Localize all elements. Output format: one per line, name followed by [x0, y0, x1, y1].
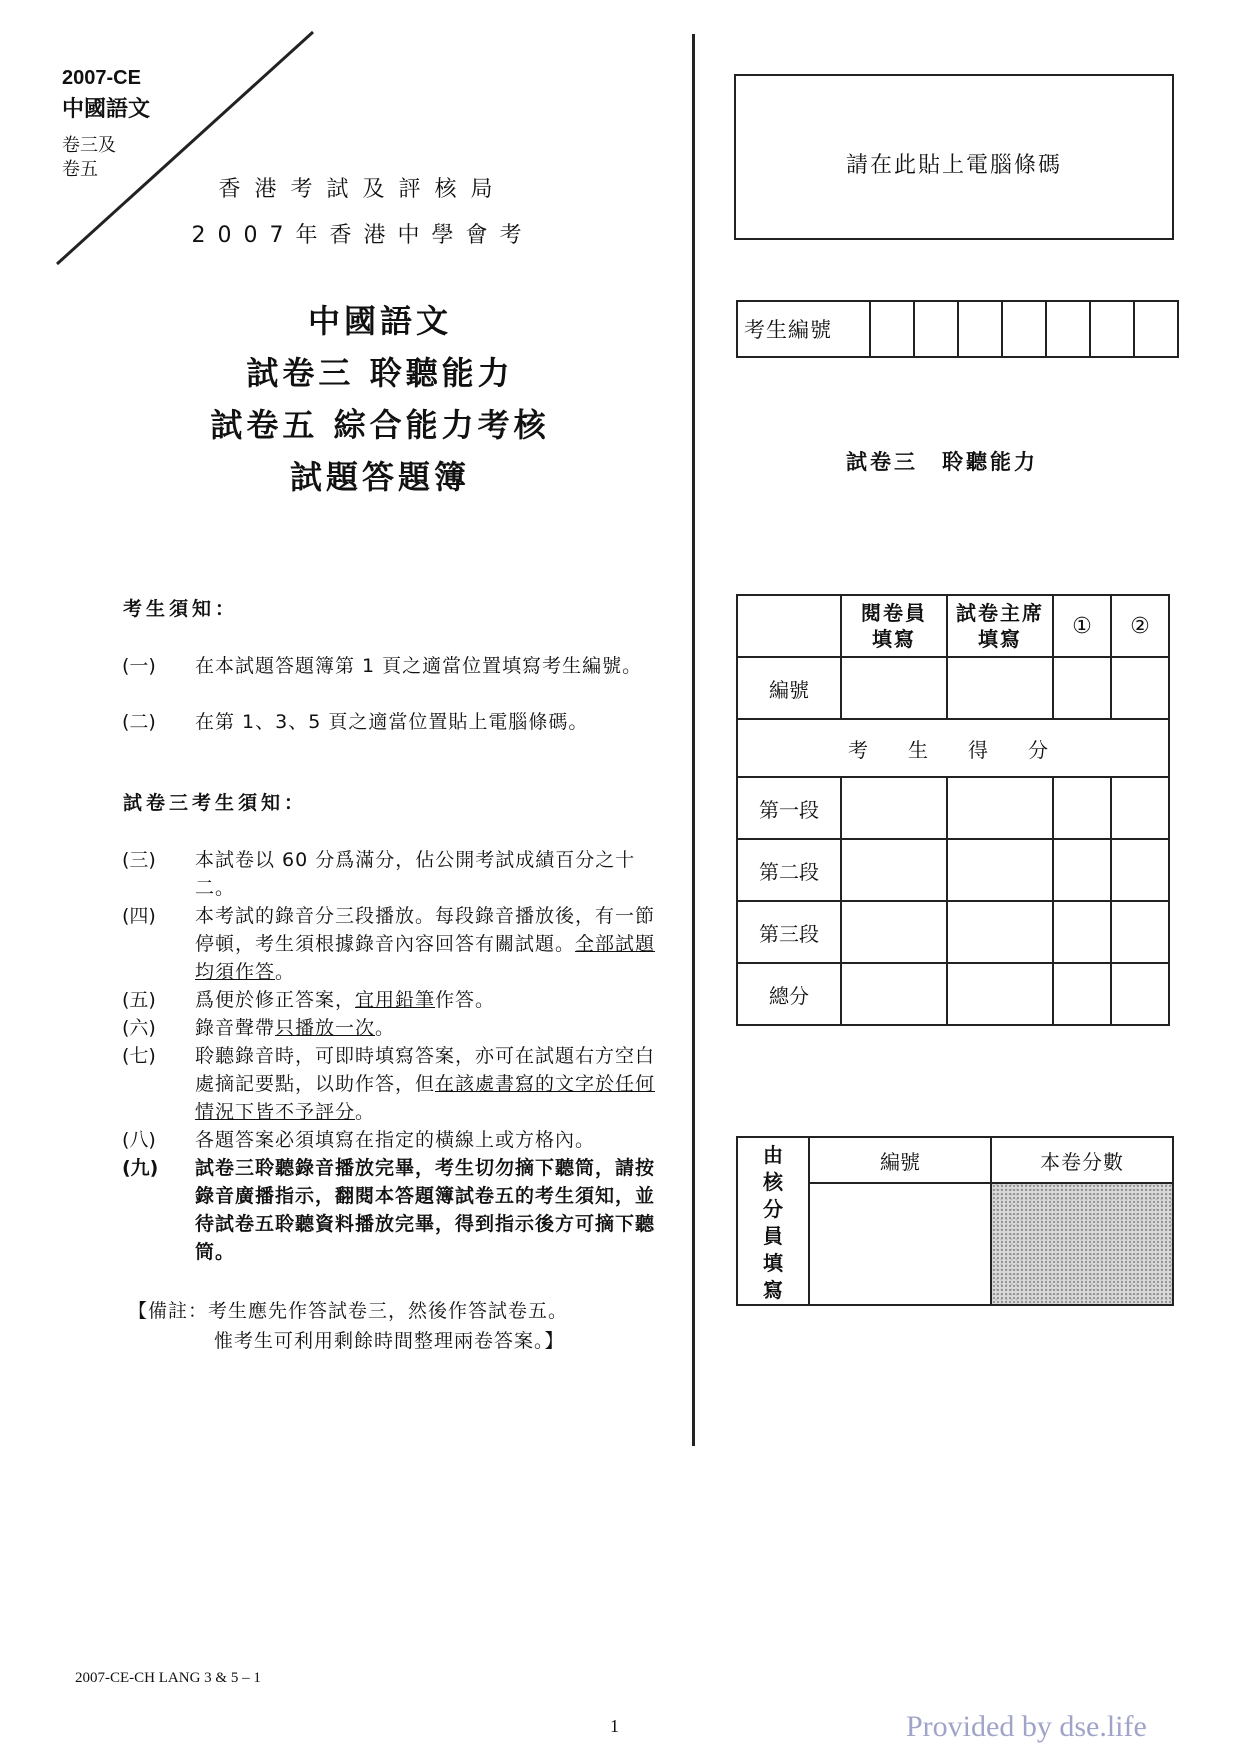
marking-corner-cell	[737, 595, 841, 657]
marking-cell[interactable]	[947, 963, 1053, 1025]
notice-text: 各題答案必須填寫在指定的橫線上或方格內。	[195, 1129, 596, 1151]
barcode-box	[734, 74, 1174, 240]
candidate-number-label: 考生編號	[737, 301, 870, 357]
marking-cell[interactable]	[1053, 657, 1111, 719]
marking-cell[interactable]	[841, 963, 947, 1025]
candidate-number-cell[interactable]	[1134, 301, 1178, 357]
row-label-section1: 第一段	[737, 777, 841, 839]
marking-cell[interactable]	[947, 901, 1053, 963]
marking-cell[interactable]	[1111, 901, 1169, 963]
marking-cell[interactable]	[1111, 839, 1169, 901]
candidate-number-cell[interactable]	[1002, 301, 1046, 357]
notice-num: (三)	[122, 849, 156, 871]
marking-cell[interactable]	[1053, 901, 1111, 963]
notice-num: (四)	[122, 905, 156, 927]
candidate-number-cell[interactable]	[1090, 301, 1134, 357]
provided-by-watermark: Provided by dse.life	[906, 1710, 1147, 1743]
exam-code: 2007-CE	[62, 67, 141, 89]
checker-score-header: 本卷分數	[991, 1137, 1173, 1183]
checker-number-header: 編號	[809, 1137, 991, 1183]
row-label-section3: 第三段	[737, 901, 841, 963]
row-label-section2: 第二段	[737, 839, 841, 901]
notice-num: (六)	[122, 1017, 156, 1039]
title-paper3: 試卷三 聆聽能力	[246, 354, 514, 392]
notice-text: 本試卷以 60 分爲滿分，佔公開考試成績百分之十二。	[195, 849, 636, 899]
marking-cell[interactable]	[1053, 777, 1111, 839]
column-divider	[692, 34, 695, 1446]
notice-text: 試卷三聆聽錄音播放完畢，考生切勿摘下聽筒，請按錄音廣播指示，翻閱本答題簿試卷五的考生須知，並待試卷五聆聽資料播放完畢，得到指示後方可摘下聽筒。	[195, 1157, 656, 1263]
marking-cell[interactable]	[947, 777, 1053, 839]
notice-text: 本考試的錄音分三段播放。每段錄音播放後，有一節停頓，考生須根據錄音內容回答有關試題。全部試題均須作答。	[195, 905, 656, 983]
paper3-notice-heading: 試卷三考生須知：	[123, 792, 308, 814]
row-label-total: 總分	[737, 963, 841, 1025]
notice-text: 在第 1、3、5 頁之適當位置貼上電腦條碼。	[195, 711, 589, 733]
marking-cell[interactable]	[1111, 963, 1169, 1025]
exam-name: 2007年香港中學會考	[191, 223, 534, 248]
notice-num: (一)	[122, 655, 156, 677]
candidate-number-cell[interactable]	[1046, 301, 1090, 357]
authority-name: 香港考試及評核局	[218, 177, 507, 202]
page-number: 1	[610, 1716, 619, 1736]
footer-code: 2007-CE-CH LANG 3 & 5 – 1	[75, 1670, 261, 1686]
marking-cell[interactable]	[1111, 657, 1169, 719]
notice-heading: 考生須知：	[123, 598, 239, 620]
notice-text: 聆聽錄音時，可即時填寫答案，亦可在試題右方空白處摘記要點，以助作答，但在該處書寫的文字於任何情況下皆不予評分。	[195, 1045, 656, 1123]
paper-label	[62, 134, 116, 182]
notice-num: (七)	[122, 1045, 156, 1067]
marking-cell[interactable]	[1053, 963, 1111, 1025]
score-heading: 考 生 得 分	[737, 719, 1169, 777]
barcode-label: 請在此貼上電腦條碼	[845, 153, 1062, 178]
checker-score-cell-shaded	[991, 1183, 1173, 1305]
title-subject: 中國語文	[307, 302, 452, 340]
remark-line2: 惟考生可利用剩餘時間整理兩卷答案。】	[214, 1330, 565, 1352]
title-paper5: 試卷五 綜合能力考核	[210, 406, 550, 444]
notice-num: (五)	[122, 989, 156, 1011]
marking-cell[interactable]	[841, 901, 947, 963]
remark-line1: 【備註：考生應先作答試卷三，然後作答試卷五。	[128, 1300, 569, 1322]
notice-text: 在本試題答題簿第 1 頁之適當位置填寫考生編號。	[195, 655, 643, 677]
candidate-number-cell[interactable]	[914, 301, 958, 357]
checker-table	[736, 1136, 1174, 1306]
notice-num: (九)	[122, 1157, 159, 1179]
marker-column-header: 閱卷員 填寫	[841, 595, 947, 657]
paper3-label: 試卷三 聆聽能力	[846, 450, 1038, 474]
marking-cell[interactable]	[1111, 777, 1169, 839]
marking-cell[interactable]	[841, 657, 947, 719]
marking-cell[interactable]	[841, 839, 947, 901]
column-2-header: ②	[1111, 595, 1169, 657]
notice-num: (二)	[122, 711, 156, 733]
title-booklet: 試題答題簿	[289, 458, 470, 496]
row-label-number: 編號	[737, 657, 841, 719]
chief-column-header: 試卷主席 填寫	[947, 595, 1053, 657]
notice-text: 爲便於修正答案，宜用鉛筆作答。	[195, 989, 496, 1011]
marking-cell[interactable]	[947, 657, 1053, 719]
subject-label: 中國語文	[62, 97, 151, 122]
marking-table	[736, 594, 1170, 1026]
paper-label-line1: 卷三及	[62, 135, 116, 156]
marking-cell[interactable]	[947, 839, 1053, 901]
marking-cell[interactable]	[841, 777, 947, 839]
checker-number-cell[interactable]	[809, 1183, 991, 1305]
candidate-number-cell[interactable]	[958, 301, 1002, 357]
notice-text: 錄音聲帶只播放一次。	[195, 1017, 396, 1039]
marking-cell[interactable]	[1053, 839, 1111, 901]
checker-side-label: 由 核 分 員 填 寫	[737, 1137, 809, 1305]
candidate-number-table	[736, 300, 1179, 358]
candidate-number-cell[interactable]	[870, 301, 914, 357]
paper-label-line2: 卷五	[62, 159, 98, 180]
notice-num: (八)	[122, 1129, 156, 1151]
column-1-header: ①	[1053, 595, 1111, 657]
